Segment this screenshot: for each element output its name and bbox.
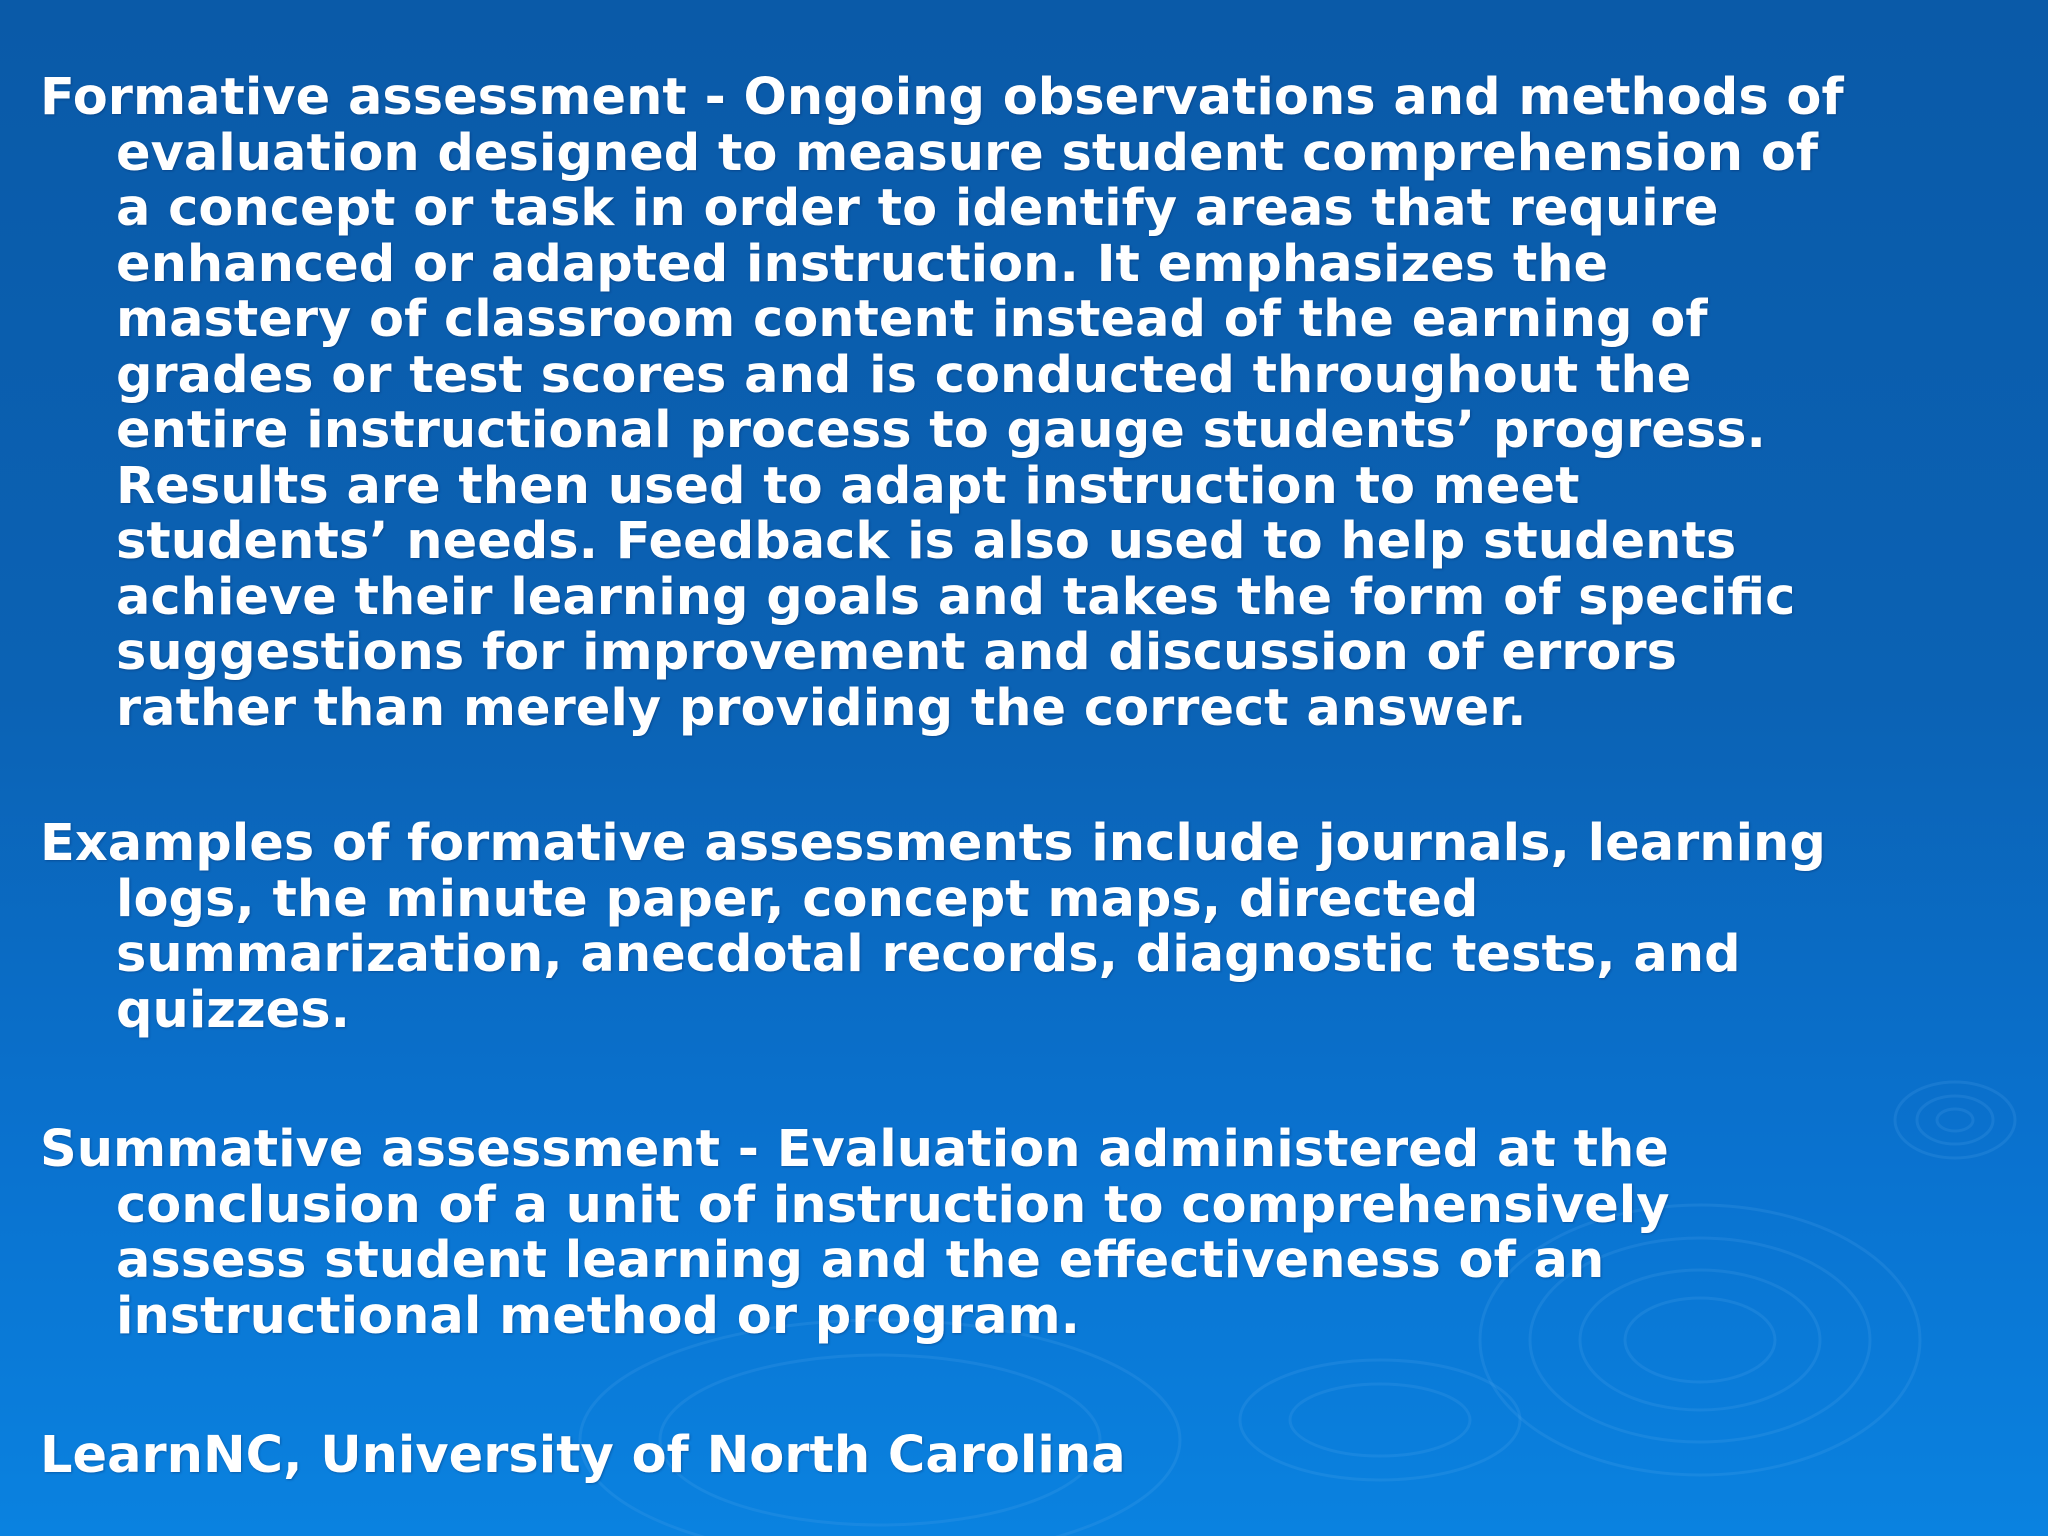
source-citation: LearnNC, University of North Carolina bbox=[40, 1426, 1126, 1485]
summative-assessment-paragraph: Summative assessment - Evaluation administered at the conclusion of a unit of instruction to comprehensively assess student learning and the effectiveness of an instructional method or program. bbox=[40, 1120, 1670, 1346]
formative-assessment-paragraph: Formative assessment - Ongoing observations and methods of evaluation designed to measure student comprehension of a concept or task in order to identify areas that require enhanced or adapted instruction. It emphasizes the mastery of classroom content instead of the earning of grades or test scores and is conducted throughout the entire instructional process to gauge students’ progress. Results are then used to adapt instruction to meet students’ needs. Feedback is also used to help students achieve their learning goals and takes the form of specific suggestions for improvement and discussion of errors rather than merely providing the correct answer. bbox=[40, 68, 1844, 738]
formative-examples-paragraph: Examples of formative assessments include journals, learning logs, the minute paper, concept maps, directed summarization, anecdotal records, diagnostic tests, and quizzes. bbox=[40, 814, 1826, 1040]
slide-body bbox=[40, 70, 2040, 1484]
